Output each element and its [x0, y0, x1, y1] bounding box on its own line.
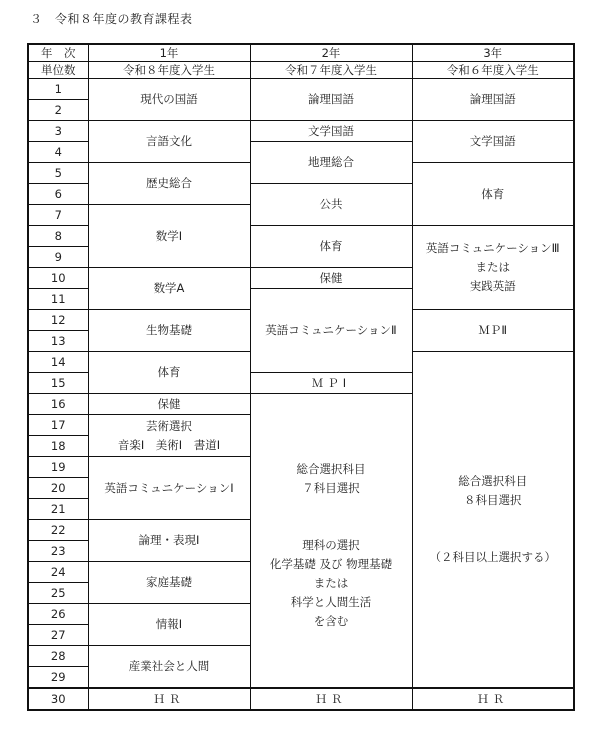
subject-y2-bungaku-kokugo: 文学国語: [250, 121, 412, 142]
period-number: 8: [28, 226, 88, 247]
y3-elective-count: ８科目選択: [464, 493, 522, 507]
subject-y2-hoken: 保健: [250, 268, 412, 289]
period-number: 10: [28, 268, 88, 289]
subject-katei-kiso: 家庭基礎: [88, 562, 250, 604]
y2-science-line5: を含む: [313, 614, 349, 628]
subject-geijutsu-sentaku: [88, 415, 250, 457]
units-label-cell: 単位数: [28, 62, 88, 79]
subject-y1-hr: ＨＲ: [88, 688, 250, 710]
geijutsu-options: 音楽Ⅰ 美術Ⅰ 書道Ⅰ: [117, 437, 221, 452]
y2-elective-count: ７科目選択: [302, 481, 360, 495]
subject-y2-elective: [250, 394, 412, 689]
period-row: [28, 121, 574, 142]
subject-y3-hr: ＨＲ: [412, 688, 574, 710]
subject-ronri-hyogen: 論理・表現Ⅰ: [88, 520, 250, 562]
period-number: 2: [28, 100, 88, 121]
subject-y1-hoken: 保健: [88, 394, 250, 415]
period-number: 5: [28, 163, 88, 184]
period-number: 16: [28, 394, 88, 415]
y2-science-line1: 理科の選択: [302, 538, 360, 552]
period-number: 4: [28, 142, 88, 163]
subject-y3-bungaku-kokugo: 文学国語: [412, 121, 574, 163]
year2-header: 2年: [250, 44, 412, 62]
period-number: 27: [28, 625, 88, 646]
subject-chiri-sogo: 地理総合: [250, 142, 412, 184]
curriculum-table: [27, 43, 575, 711]
y2-elective-title: 総合選択科目: [296, 462, 366, 476]
subject-y1-taiiku: 体育: [88, 352, 250, 394]
y3-elective-title: 総合選択科目: [458, 474, 528, 488]
header-row-year: [28, 44, 574, 62]
y3-elective-note: （２科目以上選択する）: [429, 550, 556, 564]
period-number: 30: [28, 688, 88, 710]
subject-gendai-kokugo: 現代の国語: [88, 79, 250, 121]
subject-seibutsu-kiso: 生物基礎: [88, 310, 250, 352]
subject-y3-taiiku: 体育: [412, 163, 574, 226]
subject-y3-mp2: ＭＰⅡ: [412, 310, 574, 352]
period-number: 7: [28, 205, 88, 226]
period-number: 21: [28, 499, 88, 520]
period-number: 22: [28, 520, 88, 541]
period-number: 18: [28, 436, 88, 457]
subject-sugaku-a: 数学A: [88, 268, 250, 310]
year3-header: 3年: [412, 44, 574, 62]
y2-science-line2: 化学基礎 及び 物理基礎: [269, 557, 393, 571]
period-row-hr: [28, 688, 574, 710]
period-number: 20: [28, 478, 88, 499]
period-number: 23: [28, 541, 88, 562]
subject-y3-ronri-kokugo: 論理国語: [412, 79, 574, 121]
period-number: 28: [28, 646, 88, 667]
y2-science-line4: 科学と人間生活: [290, 595, 372, 609]
period-number: 6: [28, 184, 88, 205]
subject-joho: 情報Ⅰ: [88, 604, 250, 646]
period-number: 12: [28, 310, 88, 331]
subject-sangyo-shakai: 産業社会と人間: [88, 646, 250, 689]
period-number: 24: [28, 562, 88, 583]
period-number: 17: [28, 415, 88, 436]
subject-y3-eigo: [412, 226, 574, 310]
subject-y2-taiiku: 体育: [250, 226, 412, 268]
subject-kokyo: 公共: [250, 184, 412, 226]
period-number: 19: [28, 457, 88, 478]
page-title: ３ 令和８年度の教育課程表: [30, 12, 193, 26]
subject-gengo-bunka: 言語文化: [88, 121, 250, 163]
period-number: 1: [28, 79, 88, 100]
year3-entry: 令和６年度入学生: [412, 62, 574, 79]
period-number: 25: [28, 583, 88, 604]
y3-eigo-line2: または: [475, 260, 510, 274]
y3-eigo-line3: 実践英語: [469, 279, 516, 293]
subject-y2-ronri-kokugo: 論理国語: [250, 79, 412, 121]
subject-y2-hr: ＨＲ: [250, 688, 412, 710]
subject-rekishi-sogo: 歴史総合: [88, 163, 250, 205]
subject-y2-mp1: ＭＰⅠ: [250, 373, 412, 394]
subject-y3-elective: [412, 352, 574, 689]
period-number: 14: [28, 352, 88, 373]
period-number: 11: [28, 289, 88, 310]
geijutsu-title: 芸術選択: [146, 418, 192, 433]
period-number: 13: [28, 331, 88, 352]
subject-y1-eigo: 英語コミュニケーションⅠ: [88, 457, 250, 520]
period-number: 3: [28, 121, 88, 142]
year1-entry: 令和８年度入学生: [88, 62, 250, 79]
y3-eigo-line1: 英語コミュニケーションⅢ: [425, 241, 560, 255]
year1-header: 1年: [88, 44, 250, 62]
period-number: 15: [28, 373, 88, 394]
year2-entry: 令和７年度入学生: [250, 62, 412, 79]
y2-science-line3: または: [313, 576, 349, 590]
year-label-cell: 年 次: [28, 44, 88, 62]
subject-y2-eigo: 英語コミュニケーションⅡ: [250, 289, 412, 373]
header-row-units: [28, 62, 574, 79]
subject-sugaku-1: 数学Ⅰ: [88, 205, 250, 268]
period-number: 9: [28, 247, 88, 268]
period-number: 26: [28, 604, 88, 625]
period-row: [28, 79, 574, 100]
period-number: 29: [28, 667, 88, 689]
